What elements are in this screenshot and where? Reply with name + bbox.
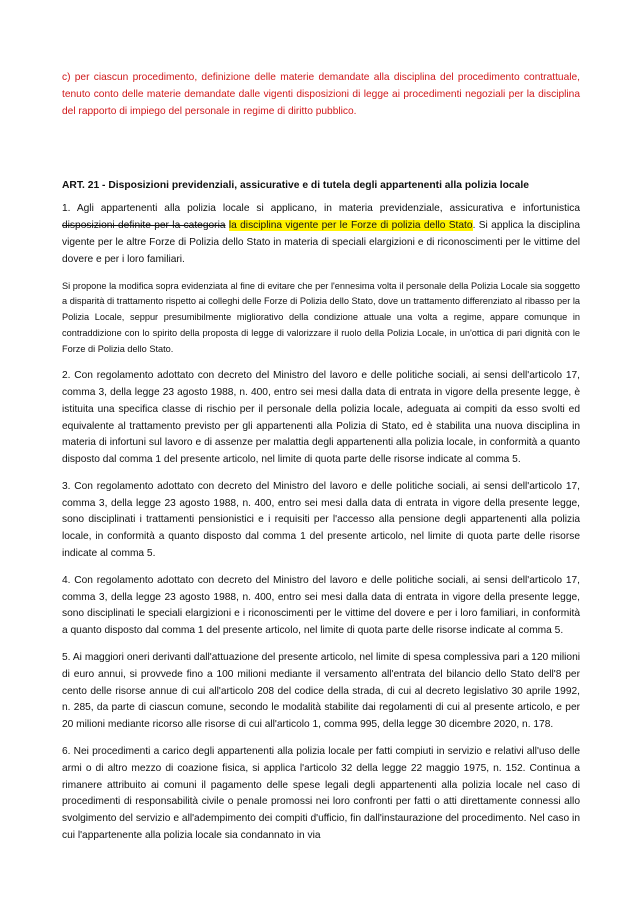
note-paragraph: Si propone la modifica sopra evidenziata al fine di evitare che per l'ennesima volta il personale della Polizia Locale sia soggetto a disparità di trattamento rispetto ai colleghi delle Forze di Polizia dello Stato, dove un trattamento differenziato al ribasso per la Polizia Locale, seppur presumibilmente migliorativo della condizione attuale una volta a regime, appare comunque in contraddizione con lo spirito della proposta di legge di valorizzare il ruolo della Polizia Locale, in un'ottica di pari dignità con le Forze di Polizia dello Stato. xyxy=(62,280,580,355)
paragraph-1 xyxy=(62,201,580,268)
paragraph-5: 5. Ai maggiori oneri derivanti dall'attuazione del presente articolo, nel limite di spesa complessiva pari a 120 milioni di euro annui, si provvede fino a 100 milioni mediante il versamento all'entrata del bilancio dello Stato dell'8 per cento delle risorse annue di cui all'articolo 208 del codice della strada, di cui al decreto legislativo 30 aprile 1992, n. 285, da parte di ciascun comune, secondo le modalità stabilite dai regolamenti di cui al presente articolo, e per 20 milioni mediante ricorso alle risorse di cui all'articolo 1, comma 995, della legge 30 dicembre 2020, n. 178. xyxy=(62,652,580,731)
paragraph-3: 3. Con regolamento adottato con decreto del Ministro del lavoro e delle politiche sociali, ai sensi dell'articolo 17, comma 3, della legge 23 agosto 1988, n. 400, entro sei mesi dalla data di entrata in vigore della presente legge, sono disciplinati i trattamenti pensionistici e i requisiti per l'accesso alla pensione degli appartenenti alla polizia locale, in conformità a quanto disposto dal comma 1 del presente articolo, nel limite di quota parte delle risorse indicate al comma 5. xyxy=(62,480,580,560)
struck-text: disposizioni definite per la categoria xyxy=(62,220,226,232)
paragraph-4: 4. Con regolamento adottato con decreto del Ministro del lavoro e delle politiche sociali, ai sensi dell'articolo 17, comma 3, della legge 23 agosto 1988, n. 400, entro sei mesi dalla data di entrata in vigore della presente legge, sono disciplinati le speciali elargizioni e i riconoscimenti per le vittime del dovere e per i loro familiari, in conformità a quanto disposto dal comma 1 del presente articolo, nel limite di quota parte delle risorse indicate al comma 5. xyxy=(62,574,580,637)
paragraph-2: 2. Con regolamento adottato con decreto del Ministro del lavoro e delle politiche sociali, ai sensi dell'articolo 17, comma 3, della legge 23 agosto 1988, n. 400, entro sei mesi dalla data di entrata in vigore della presente legge, è istituita una specifica classe di rischio per il personale della polizia locale, adeguata ai compiti da esso svolti ed equivalente al trattamento previsto per gli appartenenti alla Polizia di Stato, ed è stabilita una nuova disciplina in materia di infortuni sul lavoro e di assenze per malattia degli appartenenti alla polizia locale, in conformità a quanto disposto dal comma 1 del presente articolo, nel limite di quota parte delle risorse indicate al comma 5. xyxy=(62,370,580,466)
intro-paragraph: c) per ciascun procedimento, definizione delle materie demandate alla disciplina del procedimento contrattuale, tenuto conto delle materie demandate dalle vigenti disposizioni di legge ai procedimenti negoziali per la disciplina del rapporto di impiego del personale in regime di diritto pubblico. xyxy=(62,72,580,117)
paragraph-1-tail: . Si applica la disciplina vigente per le altre Forze di Polizia dello Stato in materia di speciali elargizioni e di riconoscimenti per le vittime del dovere e per i loro familiari. xyxy=(62,220,580,265)
article-title: ART. 21 - Disposizioni previdenziali, assicurative e di tutela degli appartenenti alla polizia locale xyxy=(62,180,529,192)
paragraph-6: 6. Nei procedimenti a carico degli appartenenti alla polizia locale per fatti compiuti in servizio e relativi all'uso delle armi o di altro mezzo di coazione fisica, si applica l'articolo 32 della legge 22 maggio 1975, n. 152. Continua a rimanere attribuito ai comuni il pagamento delle spese legali degli appartenenti alla polizia locale nel caso di procedimenti di responsabilità civile o penale promossi nei loro confronti per fatti o atti direttamente connessi allo svolgimento del servizio e all'adempimento dei compiti d'ufficio, fin dall'instaurazione del procedimento. Nel caso in cui l'appartenente alla polizia locale sia condannato in via xyxy=(62,746,580,842)
highlighted-text: la disciplina vigente per le Forze di polizia dello Stato xyxy=(228,220,473,232)
paragraph-1-text: 1. Agli appartenenti alla polizia locale si applicano, in materia previdenziale, assicurativa e infortunistica xyxy=(62,203,580,215)
document-page xyxy=(62,70,580,845)
